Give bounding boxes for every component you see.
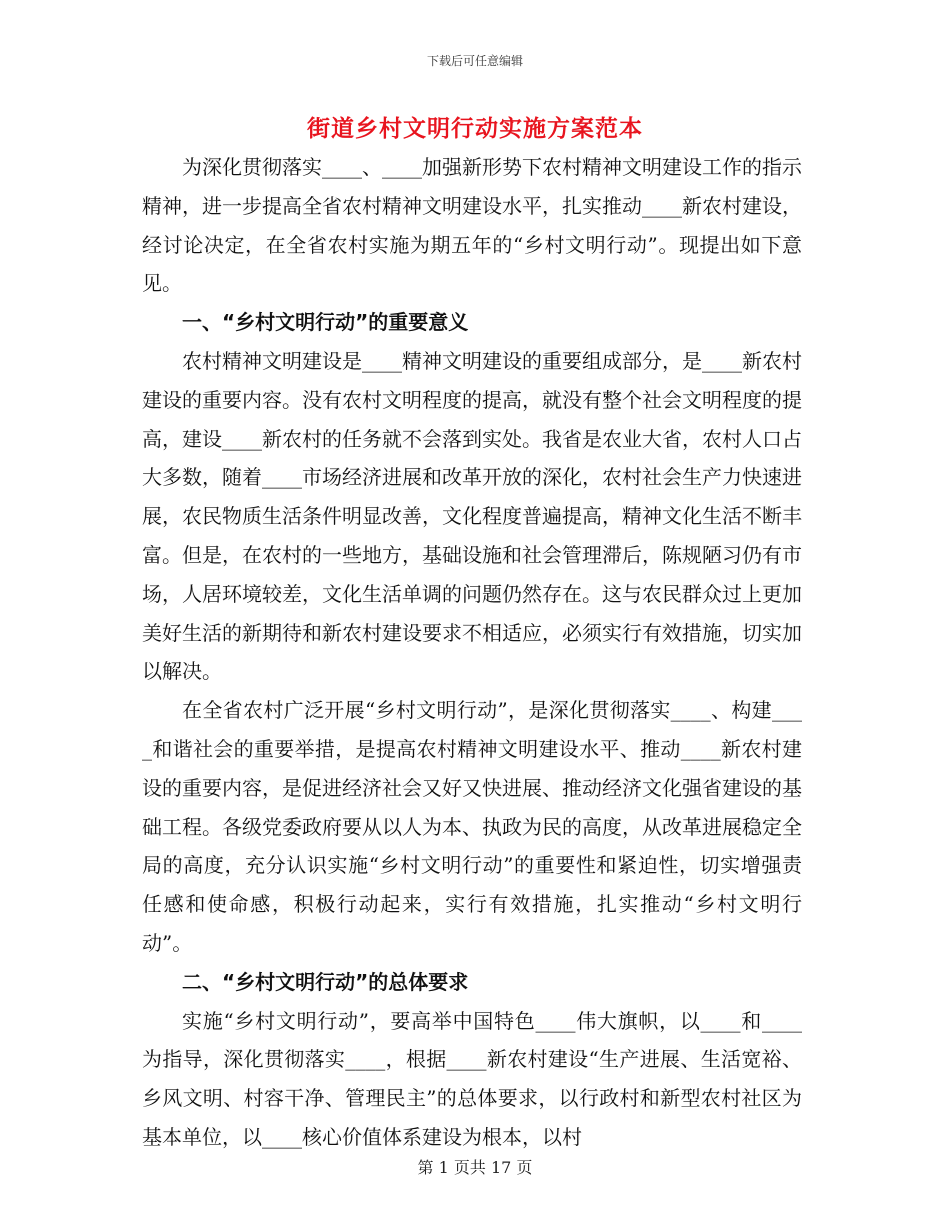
section-heading-2: 二、“乡村文明行动”的总体要求 [182,969,469,994]
section-heading-1: 一、“乡村文明行动”的重要意义 [182,310,469,335]
document-title: 街道乡村文明行动实施方案范本 [307,116,643,142]
page-header-note: 下载后可任意编辑 [426,54,523,68]
paragraph-requirements: 实施“乡村文明行动”，要高举中国特色____伟大旗帜，以____和____为指导，深化贯彻落实____，根据____新农村建设“生产进展、生活宽裕、乡风文明、村容干净、管理民主”的总体要求，以行政村和新型农村社区为基本单位，以____核心价值体系建设为根本，以村 [142,1008,802,1149]
document-body [142,148,802,1157]
paragraph-significance-1: 农村精神文明建设是____精神文明建设的重要组成部分，是____新农村建设的重要内容。没有农村文明程度的提高，就没有整个社会文明程度的提高，建设____新农村的任务就不会落到实处。我省是农业大省，农村人口占大多数，随着____市场经济进展和改革开放的深化，农村社会生产力快速进展，农民物质生活条件明显改善，文化程度普遍提高，精神文化生活不断丰富。但是，在农村的一些地方，基础设施和社会管理滞后，陈规陋习仍有市场，人居环境较差，文化生活单调的问题仍然存在。这与农民群众过上更加美好生活的新期待和新农村建设要求不相适应，必须实行有效措施，切实加以解决。 [142,348,802,684]
paragraph-intro: 为深化贯彻落实____、____加强新形势下农村精神文明建设工作的指示精神，进一步提高全省农村精神文明建设水平，扎实推动____新农村建设，经讨论决定，在全省农村实施为期五年的“乡村文明行动”。现提出如下意见。 [142,155,802,296]
paragraph-significance-2: 在全省农村广泛开展“乡村文明行动”，是深化贯彻落实____、构建____和谐社会的重要举措，是提高农村精神文明建设水平、推动____新农村建设的重要内容，是促进经济社会又好又快进展、推动经济文化强省建设的基础工程。各级党委政府要从以人为本、执政为民的高度，从改革进展稳定全局的高度，充分认识实施“乡村文明行动”的重要性和紧迫性，切实增强责任感和使命感，积极行动起来，实行有效措施，扎实推动“乡村文明行动”。 [142,698,802,955]
page-number: 第 1 页共 17 页 [417,1158,533,1177]
